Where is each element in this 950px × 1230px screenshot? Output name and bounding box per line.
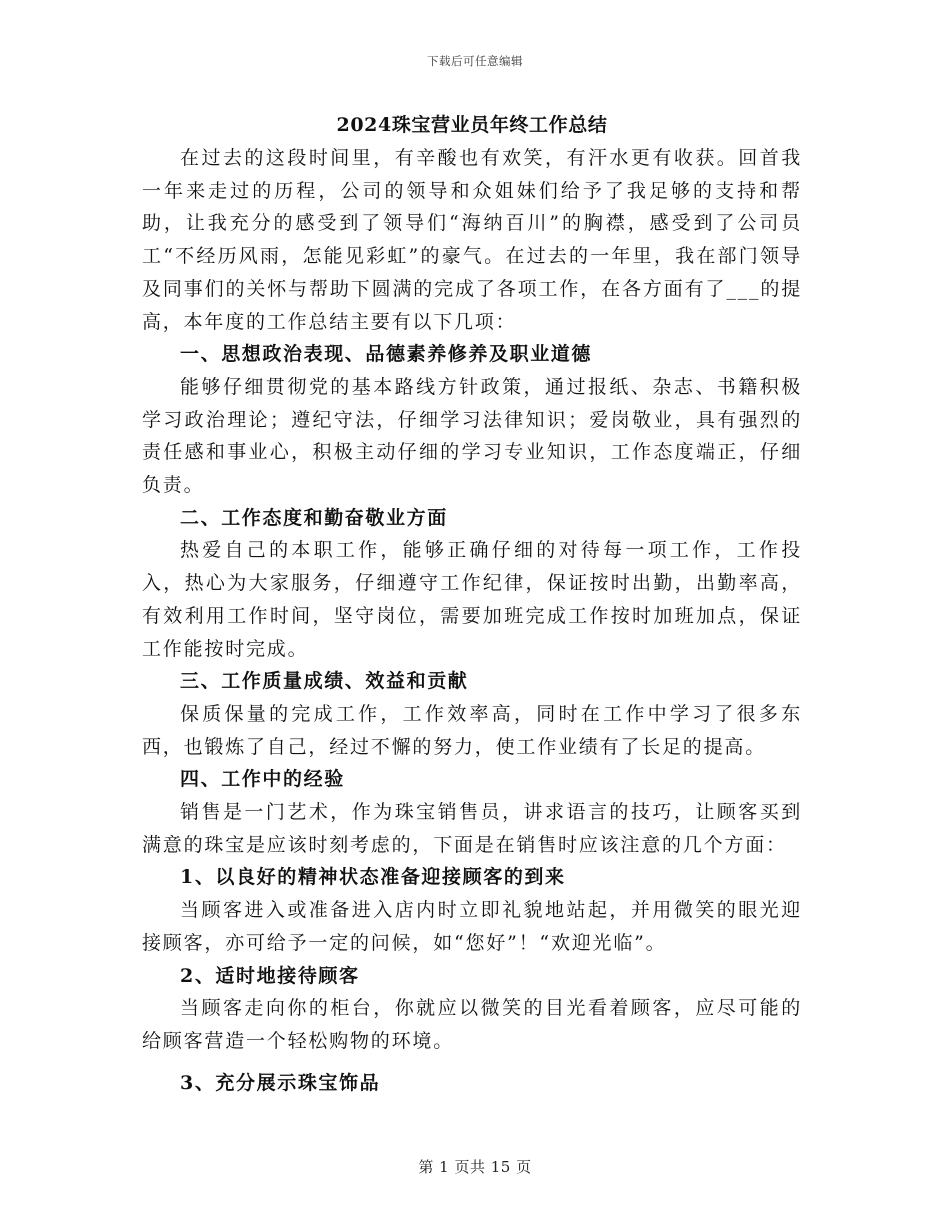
header-note: 下载后可任意编辑 (427, 54, 523, 68)
item-1-heading: 1、以良好的精神状态准备迎接顾客的到来 (180, 866, 566, 889)
document-body (142, 108, 802, 1102)
item-2-paragraph: 当顾客走向你的柜台，你就应以微笑的目光看着顾客，应尽可能的给顾客营造一个轻松购物的环境。 (142, 997, 802, 1052)
section-4-heading: 四、工作中的经验 (180, 768, 345, 791)
section-2-heading: 二、工作态度和勤奋敬业方面 (180, 506, 448, 529)
intro-paragraph: 在过去的这段时间里，有辛酸也有欢笑，有汗水更有收获。回首我一年来走过的历程，公司的领导和众姐妹们给予了我足够的支持和帮助，让我充分的感受到了领导们“海纳百川”的胸襟，感受到了公司员工“不经历风雨，怎能见彩虹”的豪气。在过去的一年里，我在部门领导及同事们的关怀与帮助下圆满的完成了各项工作，在各方面有了___的提高，本年度的工作总结主要有以下几项： (142, 147, 802, 333)
document-title: 2024珠宝营业员年终工作总结 (336, 114, 608, 136)
item-2-heading: 2、适时地接待顾客 (180, 964, 360, 987)
item-1-paragraph: 当顾客进入或准备进入店内时立即礼貌地站起，并用微笑的眼光迎接顾客，亦可给予一定的问候，如“您好”！“欢迎光临”。 (142, 899, 802, 954)
page-footer: 第 1 页共 15 页 (418, 1158, 532, 1176)
section-1-paragraph: 能够仔细贯彻党的基本路线方针政策，通过报纸、杂志、书籍积极学习政治理论；遵纪守法，仔细学习法律知识；爱岗敬业，具有强烈的责任感和事业心，积极主动仔细的学习专业知识，工作态度端正，仔细负责。 (142, 375, 802, 497)
section-3-paragraph: 保质保量的完成工作，工作效率高，同时在工作中学习了很多东西，也锻炼了自己，经过不懈的努力，使工作业绩有了长足的提高。 (142, 702, 802, 758)
section-2-paragraph: 热爱自己的本职工作，能够正确仔细的对待每一项工作，工作投入，热心为大家服务，仔细遵守工作纪律，保证按时出勤，出勤率高，有效利用工作时间，坚守岗位，需要加班完成工作按时加班加点，保证工作能按时完成。 (142, 539, 802, 660)
section-1-heading: 一、思想政治表现、品德素养修养及职业道德 (180, 343, 593, 366)
section-3-heading: 三、工作质量成绩、效益和贡献 (180, 670, 469, 693)
section-4-paragraph: 销售是一门艺术，作为珠宝销售员，讲求语言的技巧，让顾客买到满意的珠宝是应该时刻考虑的，下面是在销售时应该注意的几个方面： (142, 801, 802, 856)
item-3-heading: 3、充分展示珠宝饰品 (180, 1071, 381, 1094)
